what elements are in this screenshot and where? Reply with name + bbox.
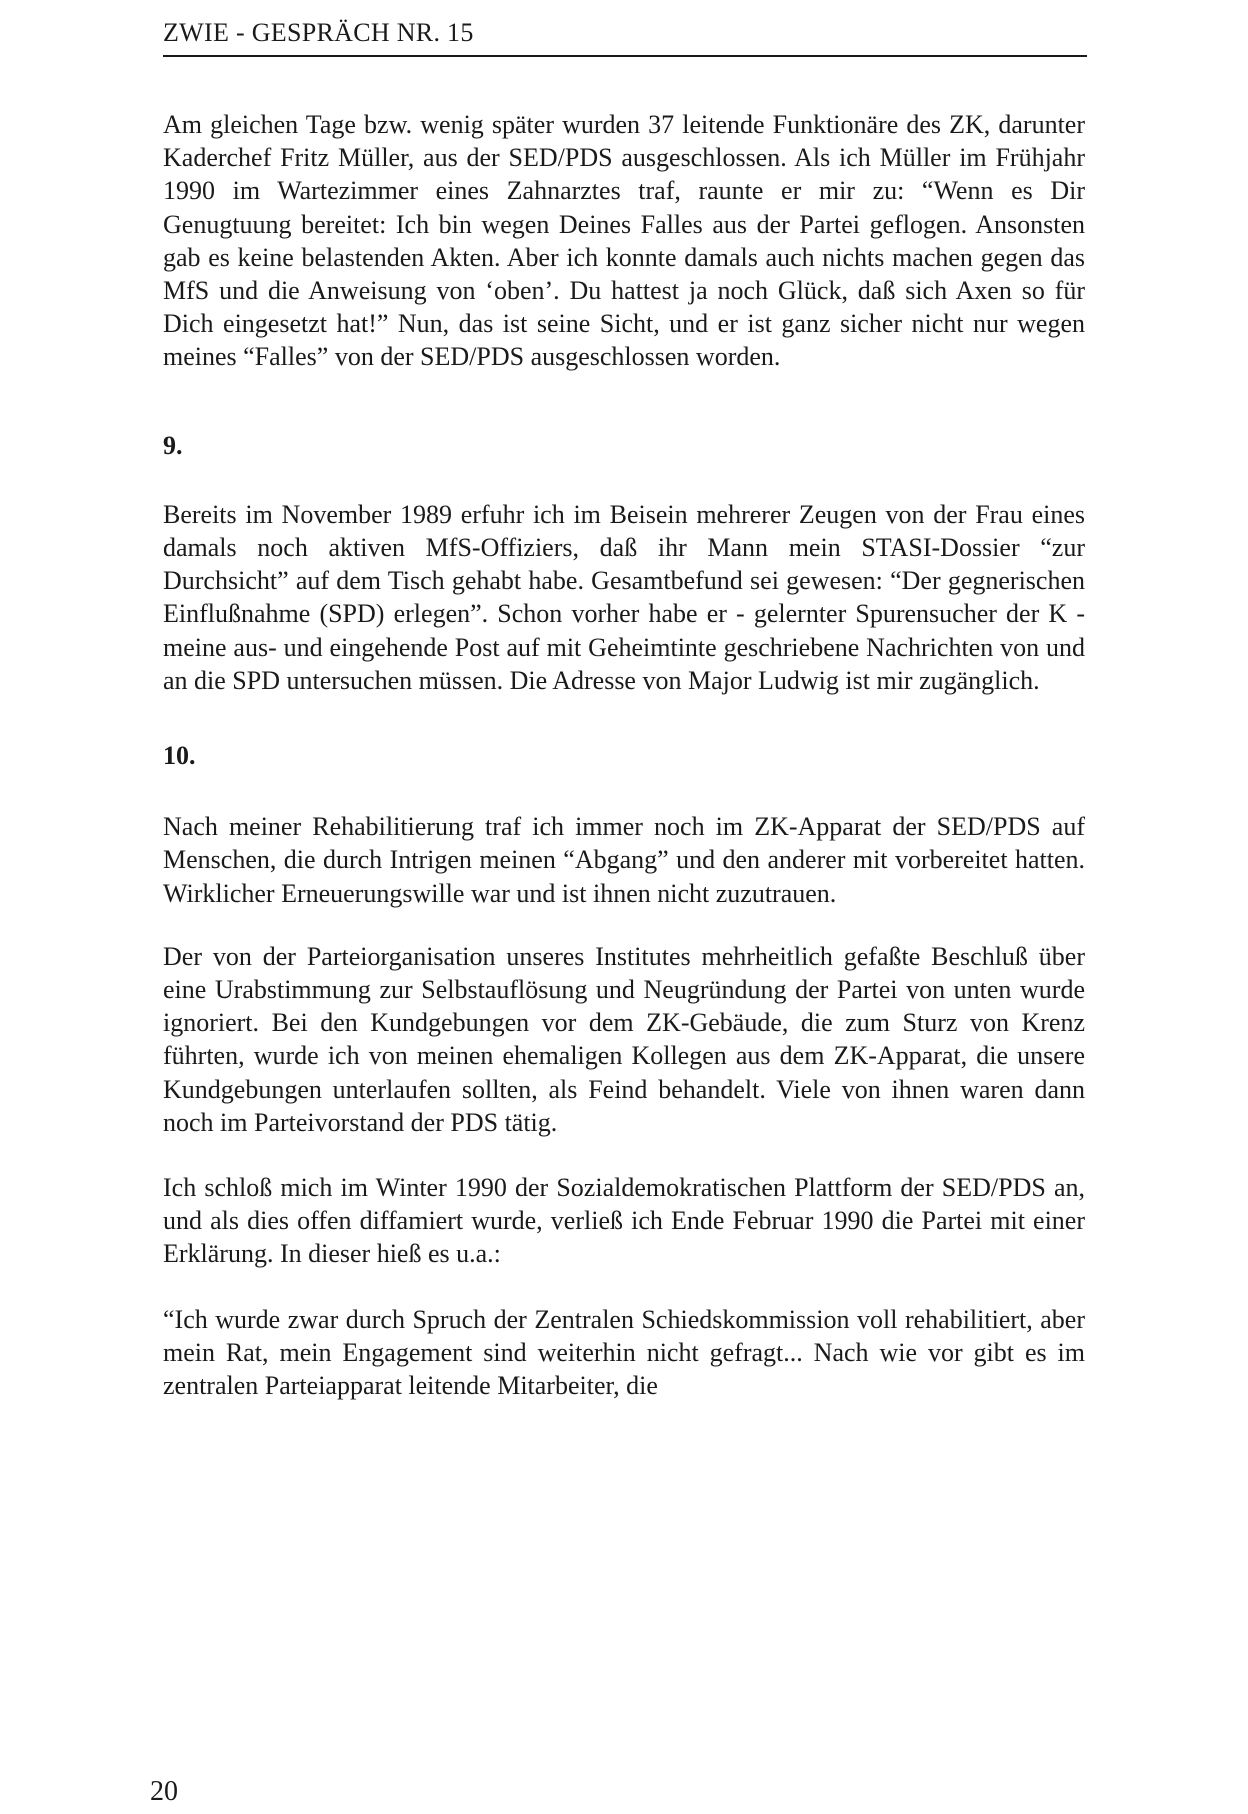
page-number: 20 bbox=[150, 1776, 178, 1807]
page-body bbox=[163, 108, 1085, 1402]
running-header: ZWIE - GESPRÄCH NR. 15 bbox=[163, 18, 474, 47]
paragraph: Bereits im November 1989 erfuhr ich im Beisein mehrerer Zeugen von der Frau eines damals noch aktiven MfS-Offiziers, daß ihr Mann mein STASI-Dossier “zur Durchsicht” auf dem Tisch gehabt habe. Gesamtbefund sei gewesen: “Der gegnerischen Einflußnahme (SPD) erlegen”. Schon vorher habe er - gelernter Spurensucher der K - meine aus- und eingehende Post auf mit Geheimtinte geschriebene Nachrichten von und an die SPD untersuchen müssen. Die Adresse von Major Ludwig ist mir zugänglich. bbox=[163, 499, 1085, 695]
paragraph: Ich schloß mich im Winter 1990 der Sozialdemokratischen Plattform der SED/PDS an, und als dies offen diffamiert wurde, verließ ich Ende Februar 1990 die Partei mit einer Erklärung. In dieser hieß es u.a.: bbox=[163, 1173, 1085, 1269]
paragraph: “Ich wurde zwar durch Spruch der Zentralen Schiedskommission voll rehabilitiert, aber mein Rat, mein Engagement sind weiterhin nicht gefragt... Nach wie vor gibt es im zentralen Parteiapparat leitende Mitarbeiter, die bbox=[163, 1304, 1085, 1401]
section-heading-10: 10. bbox=[163, 741, 196, 771]
paragraph: Nach meiner Rehabilitierung traf ich immer noch im ZK-Apparat der SED/PDS auf Menschen, die durch Intrigen meinen “Abgang” und den anderer mit vorbereitet hatten. Wirklicher Erneuerungswille war und ist ihnen nicht zuzutrauen. bbox=[163, 812, 1085, 908]
section-heading-9: 9. bbox=[163, 430, 183, 460]
paragraph: Der von der Parteiorganisation unseres Institutes mehrheitlich gefaßte Beschluß über eine Urabstimmung zur Selbstauflösung und Neugründung der Partei von unten wurde ignoriert. Bei den Kundgebungen vor dem ZK-Gebäude, die zum Sturz von Krenz führten, wurde ich von meinen ehemaligen Kollegen aus dem ZK-Apparat, die unsere Kundgebungen unterlaufen sollten, als Feind behandelt. Viele von ihnen waren dann noch im Parteivorstand der PDS tätig. bbox=[163, 941, 1085, 1137]
header-rule bbox=[163, 55, 1087, 57]
paragraph: Am gleichen Tage bzw. wenig später wurden 37 leitende Funktionäre des ZK, darunter Kaderchef Fritz Müller, aus der SED/PDS ausgeschlossen. Als ich Müller im Frühjahr 1990 im Wartezimmer eines Zahnarztes traf, raunte er mir zu: “Wenn es Dir Genugtuung bereitet: Ich bin wegen Deines Falles aus der Partei geflogen. Ansonsten gab es keine belastenden Akten. Aber ich konnte damals auch nichts machen gegen das MfS und die Anweisung von ‘oben’. Du hattest ja noch Glück, daß sich Axen so für Dich eingesetzt hat!” Nun, das ist seine Sicht, und er ist ganz sicher nicht nur wegen meines “Falles” von der SED/PDS ausgeschlossen worden. bbox=[163, 110, 1085, 372]
